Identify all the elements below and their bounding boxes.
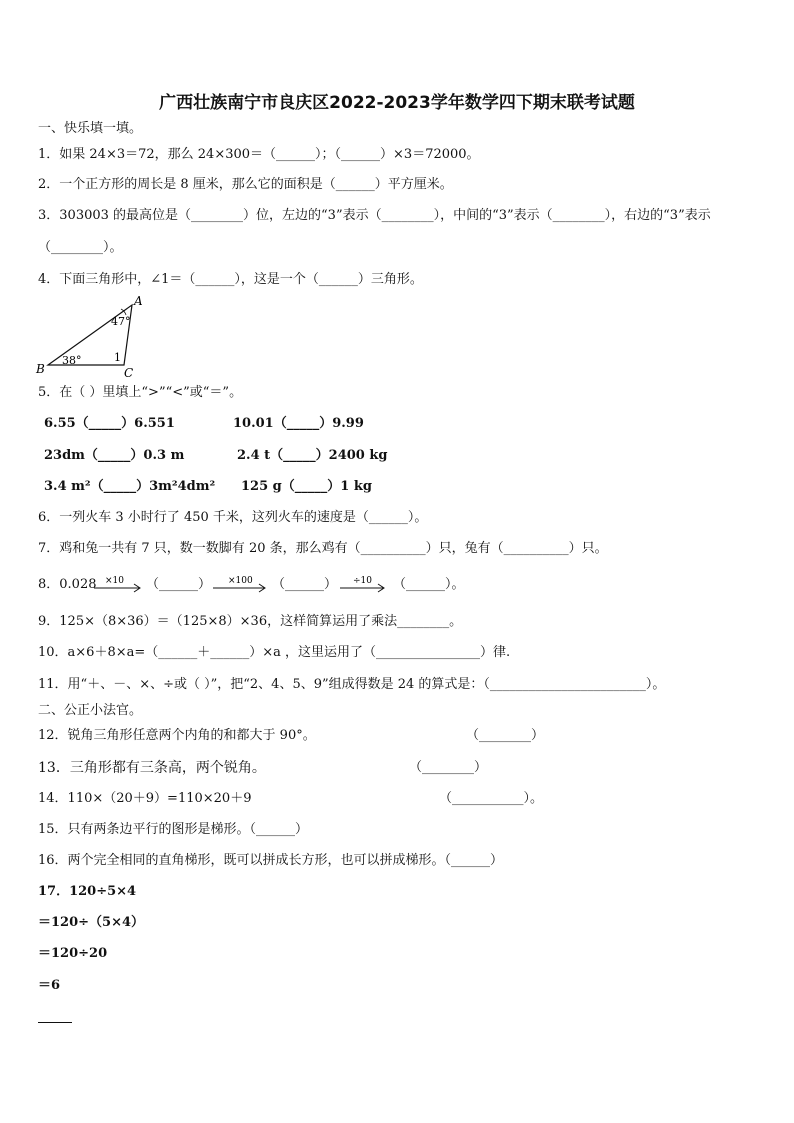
question-15: 15．只有两条边平行的图形是梯形。（______） — [38, 822, 309, 837]
compare-item-b2: 2.4 t（_____）2400 kg — [237, 448, 388, 463]
question-12: 12．锐角三角形任意两个内角的和都大于 90°。 — [38, 728, 316, 743]
question-11: 11．用“＋、－、×、÷或（ ）”，把“2、4、5、9”组成得数是 24 的算式是：（________________________）。 — [38, 677, 666, 692]
compare-item-a1: 6.55（_____）6.551 — [44, 416, 175, 431]
question-14: 14．110×（20＋9）=110×20＋9 — [38, 791, 252, 806]
vertex-a-label: A — [134, 294, 143, 308]
question-17-line-1: 17．120÷5×4 — [38, 884, 137, 899]
question-8-blank-1: （______） — [146, 577, 212, 592]
compare-item-c1: 3.4 m²（_____）3m²4dm² — [44, 479, 216, 494]
question-13: 13．三角形都有三条高，两个锐角。 — [38, 760, 266, 776]
question-14-blank: （___________）。 — [439, 791, 544, 806]
question-3-line-1: 3．303003 的最高位是（________）位，左边的“3”表示（________），中间的“3”表示（________），右边的“3”表示 — [38, 208, 711, 223]
question-9: 9．125×（8×36）＝（125×8）×36，这样简算运用了乘法________。 — [38, 614, 463, 629]
question-8-start: 8．0.028 — [38, 577, 97, 592]
page-title: 广西壮族南宁市良庆区2022-2023学年数学四下期末联考试题 — [159, 93, 635, 113]
question-6: 6．一列火车 3 小时行了 450 千米，这列火车的速度是（______）。 — [38, 510, 428, 525]
arrow-times-10 — [93, 574, 145, 596]
section-heading-judge: 二、公正小法官。 — [38, 703, 143, 718]
question-16: 16．两个完全相同的直角梯形，既可以拼成长方形，也可以拼成梯形。（______） — [38, 853, 504, 868]
question-12-blank: （________） — [466, 728, 545, 743]
question-10: 10．a×6＋8×a=（______＋______）×a ，这里运用了（________________）律. — [38, 645, 511, 660]
arrow-times-100 — [212, 574, 270, 596]
angle-b-value: 38° — [62, 354, 82, 367]
compare-item-b1: 23dm（_____）0.3 m — [44, 448, 185, 463]
angle-1-label: 1 — [114, 351, 121, 364]
question-8-blank-3: （______）。 — [393, 577, 465, 592]
section-heading-fill: 一、快乐填一填。 — [38, 121, 143, 136]
question-5: 5．在（ ）里填上“>”“<”或“＝”。 — [38, 385, 243, 400]
vertex-b-label: B — [36, 362, 45, 376]
arrow-divide-10 — [339, 574, 389, 596]
question-4: 4．下面三角形中，∠1＝（______），这是一个（______）三角形。 — [38, 272, 423, 287]
question-17-line-3: ＝120÷20 — [38, 946, 108, 961]
angle-a-value: 47° — [111, 315, 131, 328]
question-3-line-2: （________）。 — [38, 240, 123, 255]
question-2: 2．一个正方形的周长是 8 厘米，那么它的面积是（______）平方厘米。 — [38, 177, 453, 192]
question-13-blank: （________） — [409, 760, 488, 775]
triangle-figure — [34, 293, 154, 380]
arrow-op-2: ×100 — [228, 576, 253, 586]
question-17-line-4: ＝6 — [38, 978, 61, 993]
question-17-line-2: ＝120÷（5×4） — [38, 915, 145, 930]
vertex-c-label: C — [124, 366, 134, 380]
question-8-blank-2: （______） — [272, 577, 338, 592]
compare-item-a2: 10.01（_____）9.99 — [233, 416, 364, 431]
question-7: 7．鸡和兔一共有 7 只，数一数脚有 20 条，那么鸡有（__________）只，兔有（__________）只。 — [38, 541, 608, 556]
compare-item-c2: 125 g（_____）1 kg — [241, 479, 372, 494]
arrow-op-1: ×10 — [105, 576, 124, 586]
question-17-answer-line — [38, 1022, 72, 1023]
question-1: 1．如果 24×3＝72，那么 24×300＝（______）；（______）×3＝72000。 — [38, 147, 480, 162]
arrow-op-3: ÷10 — [353, 576, 372, 586]
